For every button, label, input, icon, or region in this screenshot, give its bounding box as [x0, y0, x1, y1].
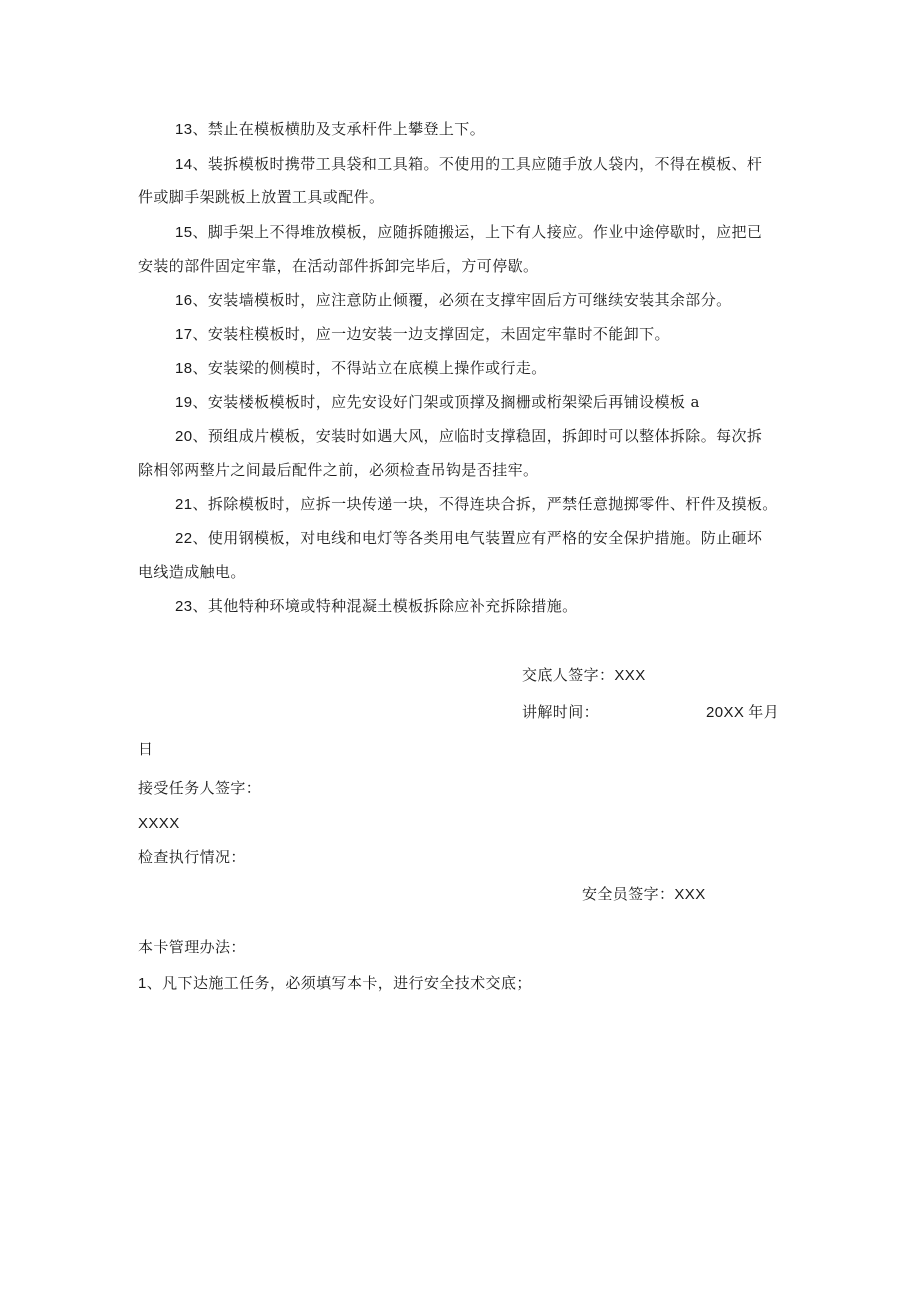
inspection-label: 检查执行情况：	[138, 848, 246, 866]
item-15-text-line2: 安装的部件固定牢靠，在活动部件拆卸完毕后，方可停歇。	[138, 257, 539, 275]
inspection-status	[138, 847, 246, 867]
item-20-text-line1: 、预组成片模板，安装时如遇大风，应临时支撑稳固，拆卸时可以整体拆除。每次拆	[192, 427, 763, 445]
receiver-label: 接受任务人签字：	[138, 779, 262, 797]
item-16-number: 16	[175, 292, 193, 309]
item-19	[175, 392, 700, 413]
item-17	[175, 324, 670, 345]
item-22	[175, 528, 762, 549]
item-14-number: 14	[175, 156, 193, 173]
item-23	[175, 596, 578, 617]
safety-value: XXX	[674, 886, 706, 903]
receiver-signature	[138, 778, 261, 798]
item-17-number: 17	[175, 326, 193, 343]
management-rule-1	[138, 973, 532, 994]
rule-1-number: 1	[138, 975, 147, 992]
item-22-number: 22	[175, 530, 193, 547]
item-20-text-line2: 除相邻两整片之间最后配件之前，必须检查吊钩是否挂牢。	[138, 461, 539, 479]
item-15-text-line1: 、脚手架上不得堆放模板，应随拆随搬运，上下有人接应。作业中途停歇时，应把已	[192, 223, 763, 241]
item-13-text: 、禁止在模板横肋及支承杆件上攀登上下。	[192, 120, 486, 138]
item-21-text: 、拆除模板时，应拆一块传递一块，不得连块合拆，严禁任意抛掷零件、杆件及摸板。	[192, 495, 778, 513]
receiver-value-line	[138, 813, 180, 834]
item-13-number: 13	[175, 121, 193, 138]
item-19-number: 19	[175, 394, 193, 411]
briefer-signature	[522, 665, 646, 686]
explanation-time	[522, 702, 599, 722]
safety-label: 安全员签字：	[582, 885, 675, 903]
item-15-number: 15	[175, 224, 193, 241]
briefer-label: 交底人签字：	[522, 666, 615, 684]
safety-officer-signature	[582, 884, 706, 905]
item-16-text: 、安装墙模板时，应注意防止倾覆，必须在支撑牢固后方可继续安装其余部分。	[192, 291, 732, 309]
explanation-date	[706, 702, 779, 723]
time-value: 20XX	[706, 704, 745, 721]
item-23-number: 23	[175, 598, 193, 615]
item-18-text: 、安装梁的侧模时，不得站立在底模上操作或行走。	[192, 359, 547, 377]
item-19-text: 、安装楼板模板时，应先安设好门架或顶撑及搁栅或桁架梁后再铺设模板 a	[192, 393, 700, 411]
item-14-continuation	[138, 187, 384, 207]
management-heading	[138, 937, 246, 957]
item-20	[175, 426, 762, 447]
item-21	[175, 494, 778, 515]
item-22-continuation	[138, 562, 246, 582]
management-heading-text: 本卡管理办法：	[138, 938, 246, 956]
time-label: 讲解时间：	[522, 703, 600, 721]
item-22-text-line2: 电线造成触电。	[138, 563, 246, 581]
item-13	[175, 119, 485, 140]
receiver-value: XXXX	[138, 815, 180, 832]
item-22-text-line1: 、使用钢模板，对电线和电灯等各类用电气装置应有严格的安全保护措施。防止砸坏	[192, 529, 763, 547]
item-16	[175, 290, 732, 311]
item-20-number: 20	[175, 428, 193, 445]
item-15-continuation	[138, 256, 538, 276]
item-18	[175, 358, 547, 379]
item-18-number: 18	[175, 360, 193, 377]
item-21-number: 21	[175, 496, 193, 513]
item-15	[175, 222, 762, 243]
date-day	[138, 739, 153, 759]
item-14-text-line1: 、装拆模板时携带工具袋和工具箱。不使用的工具应随手放人袋内，不得在模板、杆	[192, 155, 763, 173]
item-14-text-line2: 件或脚手架跳板上放置工具或配件。	[138, 188, 385, 206]
rule-1-text: 、凡下达施工任务，必须填写本卡，进行安全技术交底；	[146, 974, 532, 992]
time-suffix: 年月	[748, 703, 780, 721]
item-14	[175, 154, 762, 175]
day-label: 日	[138, 740, 154, 758]
item-20-continuation	[138, 460, 538, 480]
item-23-text: 、其他特种环境或特种混凝土模板拆除应补充拆除措施。	[192, 597, 578, 615]
briefer-value: XXX	[614, 667, 646, 684]
item-17-text: 、安装柱模板时，应一边安装一边支撑固定，未固定牢靠时不能卸下。	[192, 325, 670, 343]
